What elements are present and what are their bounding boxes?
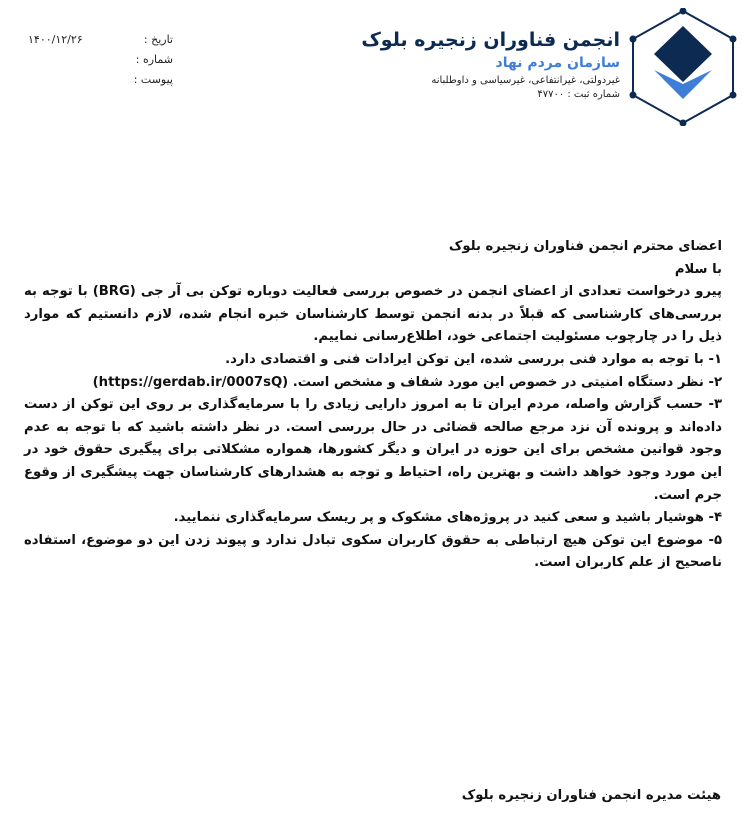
signature-line: هیئت مدیره انجمن فناوران زنجیره بلوک (461, 788, 721, 803)
item-4: ۴- هوشیار باشید و سعی کنید در پروژه‌های مشکوک و پر ریسک سرمایه‌گذاری ننمایید. (173, 510, 722, 526)
greeting-line: با سلام (674, 261, 722, 277)
date-label: تاریخ : (143, 33, 173, 46)
letter-body (24, 236, 722, 575)
letterhead (0, 0, 745, 140)
intro-paragraph: پیرو درخواست تعدادی از اعضای انجمن در خصوص بررسی فعالیت دوباره توکن بی آر جی (BRG) با توجه به بررسی‌های کارشناسی که قبلاً در بدنه انجمن توسط کارشناسان خبره انجام شده، لازم دانستیم که موارد ذیل را در چارچوب مسئولیت اجتماعی خود، اطلاع‌رسانی نماییم. (24, 284, 722, 345)
date-value: ۱۴۰۰/۱۲/۲۶ (28, 33, 83, 46)
gerdab-link[interactable]: (https://gerdab.ir/0007sQ) (92, 374, 289, 390)
number-label: شماره : (135, 53, 173, 66)
attachment-label: پیوست : (133, 73, 173, 86)
registration-number: شماره ثبت : ۴۷۷۰۰ (537, 89, 620, 100)
item-2-text: ۲- نظر دستگاه امنیتی در خصوص این مورد شفاف و مشخص است. (292, 374, 722, 390)
item-5: ۵- موضوع این توکن هیچ ارتباطی به حقوق کاربران سکوی تبادل ندارد و پیوند زدن این دو موضوع، استفاده ناصحیح از علم کاربران است. (24, 532, 722, 571)
attachment-row (28, 70, 173, 90)
organization-info (361, 28, 620, 102)
item-3: ۳- حسب گزارش واصله، مردم ایران تا به امروز دارایی زیادی را با سرمایه‌گذاری بر روی این توکن از دست داده‌اند و پرونده آن نزد مرجع صالحه قضائی در حال بررسی است. در نظر داشته باشید که با توجه به عدم وجود قوانین مشخص برای این حوزه در ایران و دیگر کشورها، همواره مشکلاتی برای پیگیری حقوق خود در این مورد وجود خواهد داشت و بهترین راه، احتیاط و توجه به هشدارهای کارشناسان جهت پیشگیری از وقوع جرم است. (24, 397, 722, 503)
number-row (28, 50, 173, 70)
letter-meta (28, 30, 173, 90)
date-row (28, 30, 173, 50)
recipient-line: اعضای محترم انجمن فناوران زنجیره بلوک (448, 239, 722, 254)
organization-subtitle: سازمان مردم نهاد (495, 55, 620, 71)
organization-tagline: غیردولتی، غیرانتفاعی، غیرسیاسی و داوطلبانه (431, 75, 620, 86)
blockchain-cube-logo (628, 8, 738, 126)
item-2 (24, 372, 722, 395)
organization-name: انجمن فناوران زنجیره بلوک (361, 29, 620, 51)
item-1: ۱- با توجه به موارد فنی بررسی شده، این توکن ایرادات فنی و اقتصادی دارد. (225, 351, 722, 367)
